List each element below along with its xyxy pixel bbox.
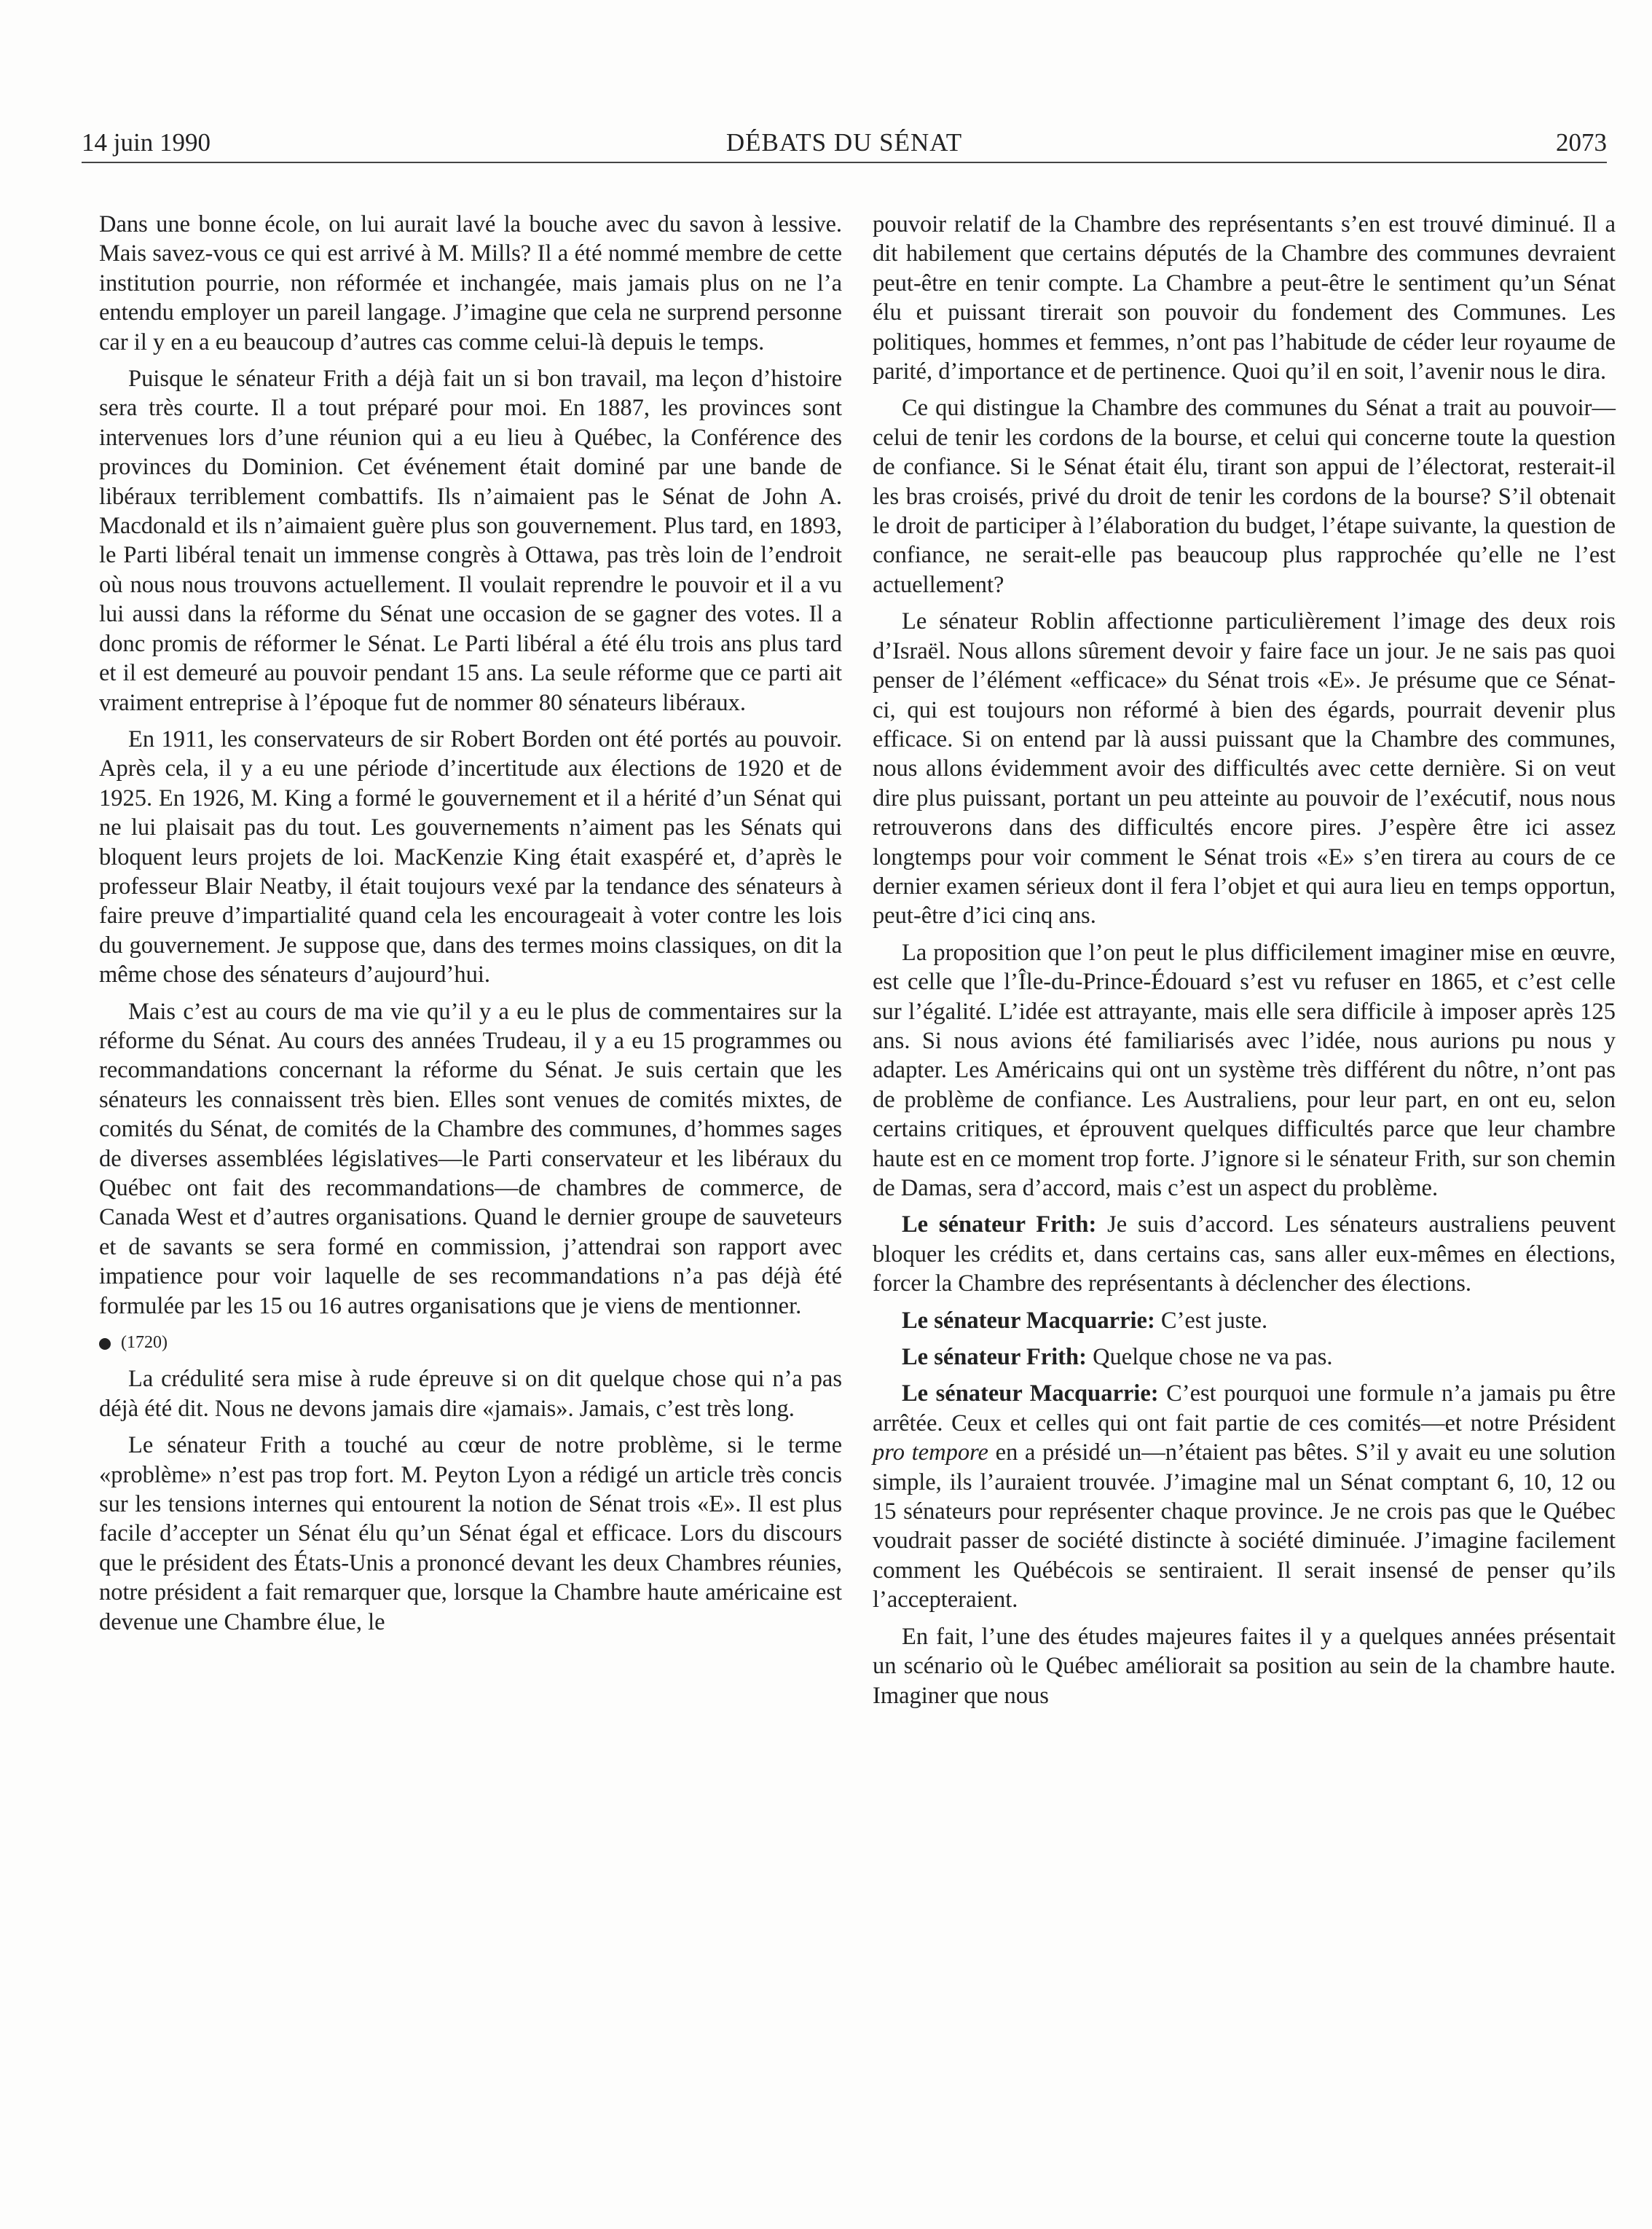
paragraph: Mais c’est au cours de ma vie qu’il y a eu le plus de commentaires sur la réforme du Sénat. Au cours des années Trudeau, il y a eu 15 programmes ou recommandations concernant la réforme du Sénat. Je suis certain que les sénateurs les connaissent très bien. Elles sont venues de comités mixtes, de comités du Sénat, de comités de la Chambre des communes, d’hommes sages de diverses assemblées législatives—le Parti conservateur et les libéraux du Québec ont fait des recommandations—de chambres de commerce, de Canada West et d’autres organisations. Quand le dernier groupe de sauveteurs et de savants se sera formé en commission, j’attendrai son rapport avec impatience pour voir laquelle de ses recommandations n’a pas déjà été formulée par les 15 ou 16 autres organisations que je viens de mentionner. (99, 998, 842, 1319)
page-number: 2073 (1556, 128, 1607, 157)
paragraph: pouvoir relatif de la Chambre des représentants s’en est trouvé diminué. Il a dit habilement que certains députés de la Chambre des communes devraient peut-être en tenir compte. La Chambre a peut-être le sentiment qu’un Sénat élu et puissant tirerait son pouvoir du fondement des Communes. Les politiques, hommes et femmes, n’ont pas l’habitude de céder leur royaume de parité, d’importance et de pertinence. Quoi qu’il en soit, l’avenir nous le dira. (873, 211, 1616, 385)
speaker-name: Le sénateur Frith: (902, 1211, 1097, 1238)
paragraph: La proposition que l’on peut le plus difficilement imaginer mise en œuvre, est celle que l’Île-du-Prince-Édouard s’est vu refuser en 1865, et c’est celle sur l’égalité. L’idée est attrayante, mais elle sera difficile à imposer après 125 ans. Si nous avions été familiarisés avec l’idée, nous aurions pu nous y adapter. Les Américains qui ont un système très différent du nôtre, n’ont pas de problème de confiance. Les Australiens, pour leur part, en ont eu, selon certains critiques, et éprouvent quelques difficultés parce que leur chambre haute est en ce moment trop forte. J’ignore si le sénateur Frith, sur son chemin de Damas, sera d’accord, mais c’est un aspect du problème. (873, 939, 1616, 1201)
speaker-name: Le sénateur Macquarrie: (902, 1307, 1155, 1334)
italic-term: pro tempore (873, 1439, 988, 1466)
header-title: DÉBATS DU SÉNAT (725, 128, 963, 157)
speech-text: C’est pourquoi une formule n’a jamais pu être arrêtée. Ceux et celles qui ont fait partie de ces comités—et notre Président (873, 1380, 1616, 1436)
speech-text: C’est juste. (1155, 1307, 1268, 1334)
paragraph: Dans une bonne école, on lui aurait lavé la bouche avec du savon à lessive. Mais savez-vous ce qui est arrivé à M. Mills? Il a été nommé membre de cette institution pourrie, non réformée et inchangée, mais jamais plus on ne l’a entendu employer un pareil langage. J’imagine que cela ne surprend personne car il y en a eu beaucoup d’autres cas comme celui-là depuis le temps. (99, 211, 842, 355)
paragraph: En 1911, les conservateurs de sir Robert Borden ont été portés au pouvoir. Après cela, il y a eu une période d’incertitude aux élections de 1920 et de 1925. En 1926, M. King a formé le gouvernement et il a hérité d’un Sénat qui ne lui plaisait pas du tout. Les gouvernements n’aiment pas les Sénats qui bloquent leurs projets de loi. MacKenzie King était exaspéré et, d’après le professeur Blair Neatby, il était toujours vexé par la tendance des sénateurs à faire preuve d’impartialité quand cela les encourageait à voter contre les lois du gouvernement. Je suppose que, dans des termes moins classiques, on dit la même chose des sénateurs d’aujourd’hui. (99, 726, 842, 988)
speech-text: en a présidé un—n’étaient pas bêtes. S’il y avait eu une solution simple, ils l’auraient trouvée. J’imagine mal un Sénat comptant 6, 10, 12 ou 15 sénateurs pour représenter chaque province. Je ne crois pas que le Québec voudrait passer de société distincte à société diminuée. J’imagine facilement comment les Québécois se sentiraient. Il serait insensé de penser qu’ils l’accepteraient. (873, 1439, 1616, 1613)
speaker-paragraph (873, 1379, 1616, 1614)
time-marker (99, 1328, 842, 1357)
paragraph: Puisque le sénateur Frith a déjà fait un si bon travail, ma leçon d’histoire sera très courte. Il a tout préparé pour moi. En 1887, les provinces sont intervenues lors d’une réunion qui a eu lieu à Québec, la Conférence des provinces du Dominion. Cet événement était dominé par une bande de libéraux terriblement combattifs. Ils n’aimaient pas le Sénat de John A. Macdonald et ils n’aimaient guère plus son gouvernement. Plus tard, en 1893, le Parti libéral tenait un immense congrès à Ottawa, pas très loin de l’endroit où nous nous trouvons actuellement. Il voulait reprendre le pouvoir et il a vu lui aussi dans la réforme du Sénat une occasion de se gagner des votes. Il a donc promis de réformer le Sénat. Le Parti libéral a été élu trois ans plus tard et il est demeuré au pouvoir pendant 15 ans. La seule réforme que ce parti ait vraiment entreprise à l’époque fut de nommer 80 sénateurs libéraux. (99, 366, 842, 716)
time-marker-label: (1720) (121, 1333, 168, 1353)
speaker-name: Le sénateur Macquarrie: (902, 1380, 1159, 1407)
paragraph: Le sénateur Roblin affectionne particulièrement l’image des deux rois d’Israël. Nous allons sûrement devoir y faire face un jour. Je ne sais pas quoi penser de l’élément «efficace» du Sénat trois «E». Je présume que ce Sénat-ci, qui est toujours non réformé à bien des égards, pourrait devenir plus efficace. Si on entend par là aussi puissant que la Chambre des communes, nous allons évidemment avoir des difficultés avec cette dernière. Si on veut dire plus puissant, portant un peu atteinte au pouvoir de l’exécutif, nous nous retrouverons dans des difficultés encore pires. J’espère être ici assez longtemps pour voir comment le Sénat trois «E» s’en tirera au cours de ce dernier examen sérieux dont il fera l’objet et qui aura lieu en temps opportun, peut-être d’ici cinq ans. (873, 608, 1616, 929)
speaker-paragraph (873, 1306, 1616, 1335)
left-column (99, 210, 842, 1644)
speaker-paragraph (873, 1210, 1616, 1298)
paragraph: La crédulité sera mise à rude épreuve si on dit quelque chose qui n’a pas déjà été dit. Nous ne devons jamais dire «jamais». Jamais, c’est très long. (99, 1366, 842, 1422)
paragraph: Ce qui distingue la Chambre des communes du Sénat a trait au pouvoir—celui de tenir les cordons de la bourse, et celui qui concerne toute la question de confiance. Si le Sénat était élu, tirant son appui de l’électorat, resterait-il les bras croisés, privé du droit de tenir les cordons de la bourse? S’il obtenait le droit de participer à l’élaboration du budget, l’étape suivante, la question de confiance, ne serait-elle pas beaucoup plus rapprochée qu’elle ne l’est actuellement? (873, 395, 1616, 598)
right-column (873, 210, 1616, 1718)
header-date: 14 juin 1990 (82, 128, 211, 157)
paragraph: Le sénateur Frith a touché au cœur de notre problème, si le terme «problème» n’est pas trop fort. M. Peyton Lyon a rédigé un article très concis sur les tensions internes qui entourent la notion de Sénat trois «E». Il est plus facile d’accepter un Sénat élu qu’un Sénat égal et efficace. Lors du discours que le président des États-Unis a prononcé devant les deux Chambres réunies, notre président a fait remarquer que, lorsque la Chambre haute américaine est devenue une Chambre élue, le (99, 1432, 842, 1635)
paragraph: En fait, l’une des études majeures faites il y a quelques années présentait un scénario où le Québec améliorait sa position au sein de la chambre haute. Imaginer que nous (873, 1623, 1616, 1709)
page-header (82, 124, 1607, 163)
speaker-paragraph (873, 1342, 1616, 1372)
bullet-icon (99, 1338, 111, 1350)
speaker-name: Le sénateur Frith: (902, 1344, 1087, 1371)
speech-text: Quelque chose ne va pas. (1086, 1344, 1333, 1371)
speech-text: Je suis d’accord. Les sénateurs australiens peuvent bloquer les crédits et, dans certains cas, sans aller eux-mêmes en élections, forcer la Chambre des représentants à déclencher des élections. (873, 1211, 1616, 1297)
